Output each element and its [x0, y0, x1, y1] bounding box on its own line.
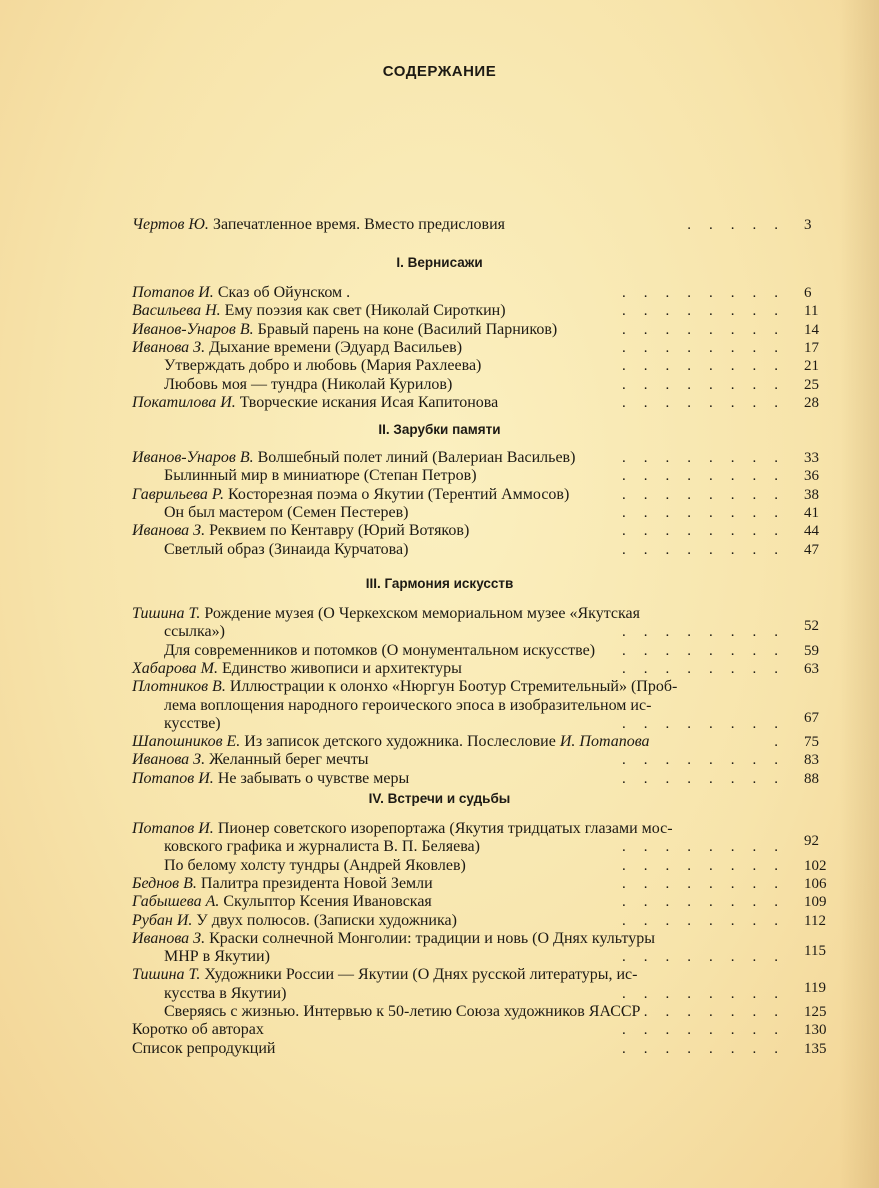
leader-dots: ........ [622, 875, 796, 892]
entry-line [132, 715, 796, 733]
entry-title[interactable]: лема воплощения народного героического эпоса в изобразительном ис- [164, 696, 652, 714]
afterword-author: И. Потапова [555, 733, 650, 751]
leader-dots: ........ [622, 358, 796, 375]
entry-title[interactable]: Косторезная поэма о Якутии (Терентий Аммосов) [228, 485, 570, 503]
entry-author: Иванов-Унаров В. [132, 449, 258, 466]
entry-line [132, 605, 796, 623]
entry-title[interactable]: Сверяясь с жизнью. Интервью к 50-летию Союза художников ЯАССР [164, 1003, 641, 1020]
entry-title[interactable]: Запечатленное время. Вместо предисловия [212, 216, 505, 233]
leader-dots: ........ [622, 523, 796, 540]
entry-title[interactable]: Дыхание времени (Эдуард Васильев) [209, 338, 463, 356]
page-number[interactable]: 17 [804, 339, 819, 356]
leader-dots: ........ [622, 660, 796, 677]
entry-author: Покатилова И. [132, 393, 240, 411]
entry-line [132, 820, 796, 838]
leader-dots: ........ [622, 1040, 796, 1057]
page-number[interactable]: 3 [804, 217, 812, 233]
entry-author: Иванова З. [132, 929, 210, 947]
leader-dots: ........ [622, 624, 796, 641]
page-number[interactable]: 88 [804, 770, 819, 787]
entry-title[interactable]: Единство живописи и архитектуры [221, 659, 462, 677]
entry-title[interactable]: Из записок детского художника. Послесловие [244, 733, 556, 751]
entry-line [132, 623, 796, 641]
page-number[interactable]: 102 [804, 857, 827, 874]
entry-line [132, 339, 796, 357]
entry-line [132, 770, 796, 788]
entry-title[interactable]: По белому холсту тундры (Андрей Яковлев) [164, 856, 466, 874]
entry-title[interactable]: Палитра президента Новой Земли [200, 874, 433, 892]
entry-title[interactable]: Сказ об Ойунском . [217, 284, 351, 301]
page-number[interactable]: 59 [804, 642, 819, 659]
entry-title[interactable]: Рождение музея (О Черкехском мемориальном музее «Якутская [204, 605, 640, 622]
page-number[interactable]: 25 [804, 376, 819, 393]
section-heading: I. Вернисажи [396, 255, 483, 270]
entry-line [132, 838, 796, 856]
page-number[interactable]: 6 [804, 285, 812, 301]
entry-line [132, 985, 796, 1003]
entry-title[interactable]: Светлый образ (Зинаида Курчатова) [164, 540, 409, 558]
page-number[interactable]: 11 [804, 303, 819, 320]
entry-line [132, 893, 796, 911]
entry-author: Габышева А. [132, 893, 224, 911]
entry-line [132, 1021, 796, 1039]
entry-line [132, 912, 796, 930]
page-number[interactable]: 109 [804, 894, 827, 911]
entry-title[interactable]: Утверждать добро и любовь (Мария Рахлеева) [164, 357, 482, 375]
leader-dots: ........ [622, 752, 796, 769]
page-number[interactable]: 44 [804, 523, 819, 540]
page-number[interactable]: 14 [804, 321, 819, 338]
entry-title[interactable]: Былинный мир в миниатюре (Степан Петров) [164, 467, 477, 485]
entry-author: Потапов И. [132, 820, 218, 837]
leader-dots: ........ [622, 770, 796, 787]
page-number[interactable]: 106 [804, 875, 827, 892]
entry-author: Иванова З. [132, 522, 210, 540]
entry-title[interactable]: Иллюстрации к олонхо «Нюргун Боотур Стремительный» (Проб- [229, 678, 678, 696]
entry-line [132, 1003, 796, 1021]
entry-title[interactable]: Коротко об авторах [132, 1021, 264, 1039]
entry-author: Тишина Т. [132, 605, 205, 622]
entry-title[interactable]: Не забывать о чувстве меры [217, 769, 410, 787]
leader-dots: ........ [622, 541, 796, 558]
page-number[interactable]: 135 [804, 1040, 827, 1057]
entry-line [132, 930, 796, 948]
entry-title[interactable]: ковского графика и журналиста В. П. Беляева) [164, 838, 480, 856]
page-number[interactable]: 33 [804, 450, 819, 466]
entry-line [132, 357, 796, 375]
entry-author: Иванова З. [132, 751, 210, 769]
page-number[interactable]: 112 [804, 912, 826, 929]
entry-title[interactable]: ссылка») [164, 623, 225, 641]
entry-author: Иванова З. [132, 338, 210, 356]
leader-dots: ........ [622, 912, 796, 929]
page-number[interactable]: 63 [804, 660, 819, 677]
entry-line [132, 522, 796, 540]
entry-line [132, 948, 796, 966]
entry-title[interactable]: Скульптор Ксения Ивановская [223, 893, 432, 911]
page-number[interactable]: 21 [804, 358, 819, 375]
leader-dots: ........ [622, 985, 796, 1002]
page-title: СОДЕРЖАНИЕ [382, 63, 497, 80]
entry-line [132, 1040, 796, 1058]
entry-author: Беднов В. [132, 874, 201, 892]
entry-author: Потапов И. [132, 769, 218, 787]
page-number[interactable]: 92 [804, 833, 819, 850]
entry-line [132, 697, 796, 715]
entry-author: Гаврильева Р. [132, 485, 229, 503]
page-number[interactable]: 115 [804, 943, 826, 960]
entry-author: Иванов-Унаров В. [132, 320, 258, 338]
section-heading: II. Зарубки памяти [378, 422, 501, 437]
entry-line [132, 857, 796, 875]
leader-dots: ........ [622, 285, 796, 301]
entry-title[interactable]: У двух полюсов. (Записки художника) [196, 911, 457, 929]
entry-author: Васильева Н. [132, 302, 225, 320]
entry-title[interactable]: Бравый парень на коне (Василий Парников) [257, 320, 558, 338]
entry-line [132, 467, 796, 485]
entry-author: Хабарова М. [132, 659, 222, 677]
entry-title[interactable]: Краски солнечной Монголии: традиции и новь (О Днях культуры [209, 929, 655, 947]
entry-author: Чертов Ю. [132, 216, 213, 233]
page-number[interactable]: 28 [804, 394, 819, 411]
entry-title[interactable]: Он был мастером (Семен Пестерев) [164, 503, 409, 521]
leader-dots: ........ [622, 303, 796, 320]
entry-line [132, 216, 796, 234]
section-heading: IV. Встречи и судьбы [368, 791, 511, 806]
leader-dots: ........ [622, 339, 796, 356]
entry-line [132, 302, 796, 320]
leader-dots: ........ [622, 450, 796, 466]
leader-dots: ........ [622, 376, 796, 393]
leader-dots: ........ [622, 894, 796, 911]
entry-line [132, 678, 796, 696]
leader-dots: ........ [622, 468, 796, 485]
entry-line [132, 486, 796, 504]
entry-author: Шапошников Е. [132, 733, 245, 751]
leader-dots: ........ [622, 394, 796, 411]
leader-dots: ........ [622, 486, 796, 503]
entry-line [132, 541, 796, 559]
page-number[interactable]: 130 [804, 1022, 827, 1039]
page-number[interactable]: 67 [804, 709, 819, 726]
leader-dots: ........ [622, 321, 796, 338]
entry-title[interactable]: Творческие искания Исая Капитонова [239, 393, 499, 411]
leader-dots: ........ [622, 949, 796, 966]
leader-dots: ..... [687, 217, 796, 233]
entry-line [132, 660, 796, 678]
page-edge-shadow [839, 0, 879, 1188]
entry-line [132, 504, 796, 522]
leader-dots: ........ [622, 857, 796, 874]
entry-line [132, 966, 796, 984]
leader-dots: ........ [622, 504, 796, 521]
entry-line [132, 376, 796, 394]
entry-author: Потапов И. [132, 284, 218, 301]
page-number[interactable]: 47 [804, 541, 819, 558]
leader-dots: ........ [622, 1004, 796, 1020]
entry-title[interactable]: Пионер советского изорепортажа (Якутия тридцатых глазами мос- [217, 820, 673, 837]
entry-title[interactable]: Ему поэзия как свет (Николай Сироткин) [224, 302, 506, 320]
entry-title[interactable]: Любовь моя — тундра (Николай Курилов) [164, 375, 453, 393]
section-heading: III. Гармония искусств [365, 576, 514, 591]
leader-dots: ........ [622, 839, 796, 856]
leader-dots: ........ [622, 715, 796, 732]
page-number[interactable]: 83 [804, 752, 819, 769]
entry-title[interactable]: Художники России — Якутии (О Днях русской литературы, ис- [204, 966, 638, 984]
leader-dots: . [774, 734, 796, 751]
leader-dots: ........ [622, 642, 796, 659]
entry-title[interactable]: Реквием по Кентавру (Юрий Вотяков) [209, 522, 470, 540]
entry-title[interactable]: Желанный берег мечты [209, 751, 369, 769]
page-number[interactable]: 125 [804, 1004, 827, 1020]
page-number[interactable]: 119 [804, 979, 826, 996]
entry-line [132, 449, 796, 467]
entry-title[interactable]: Список репродукций [132, 1039, 276, 1057]
page-number[interactable]: 75 [804, 734, 819, 751]
page-number[interactable]: 36 [804, 468, 819, 485]
entry-line [132, 284, 796, 302]
entry-author: Рубан И. [132, 911, 197, 929]
entry-title[interactable]: кусстве) [164, 714, 221, 732]
entry-title[interactable]: Волшебный полет линий (Валериан Васильев) [257, 449, 576, 466]
entry-title[interactable]: Для современников и потомков (О монументальном искусстве) [164, 641, 596, 659]
entry-line [132, 751, 796, 769]
entry-author: Плотников В. [132, 678, 230, 696]
entry-line [132, 642, 796, 660]
page-number[interactable]: 41 [804, 504, 819, 521]
entry-line [132, 733, 796, 751]
page-number[interactable]: 38 [804, 486, 819, 503]
leader-dots: ........ [622, 1022, 796, 1039]
entry-line [132, 394, 796, 412]
entry-title[interactable]: МНР в Якутии) [164, 948, 270, 966]
page-number[interactable]: 52 [804, 618, 819, 635]
entry-line [132, 875, 796, 893]
entry-line [132, 321, 796, 339]
entry-author: Тишина Т. [132, 966, 205, 984]
entry-title[interactable]: кусства в Якутии) [164, 984, 287, 1002]
